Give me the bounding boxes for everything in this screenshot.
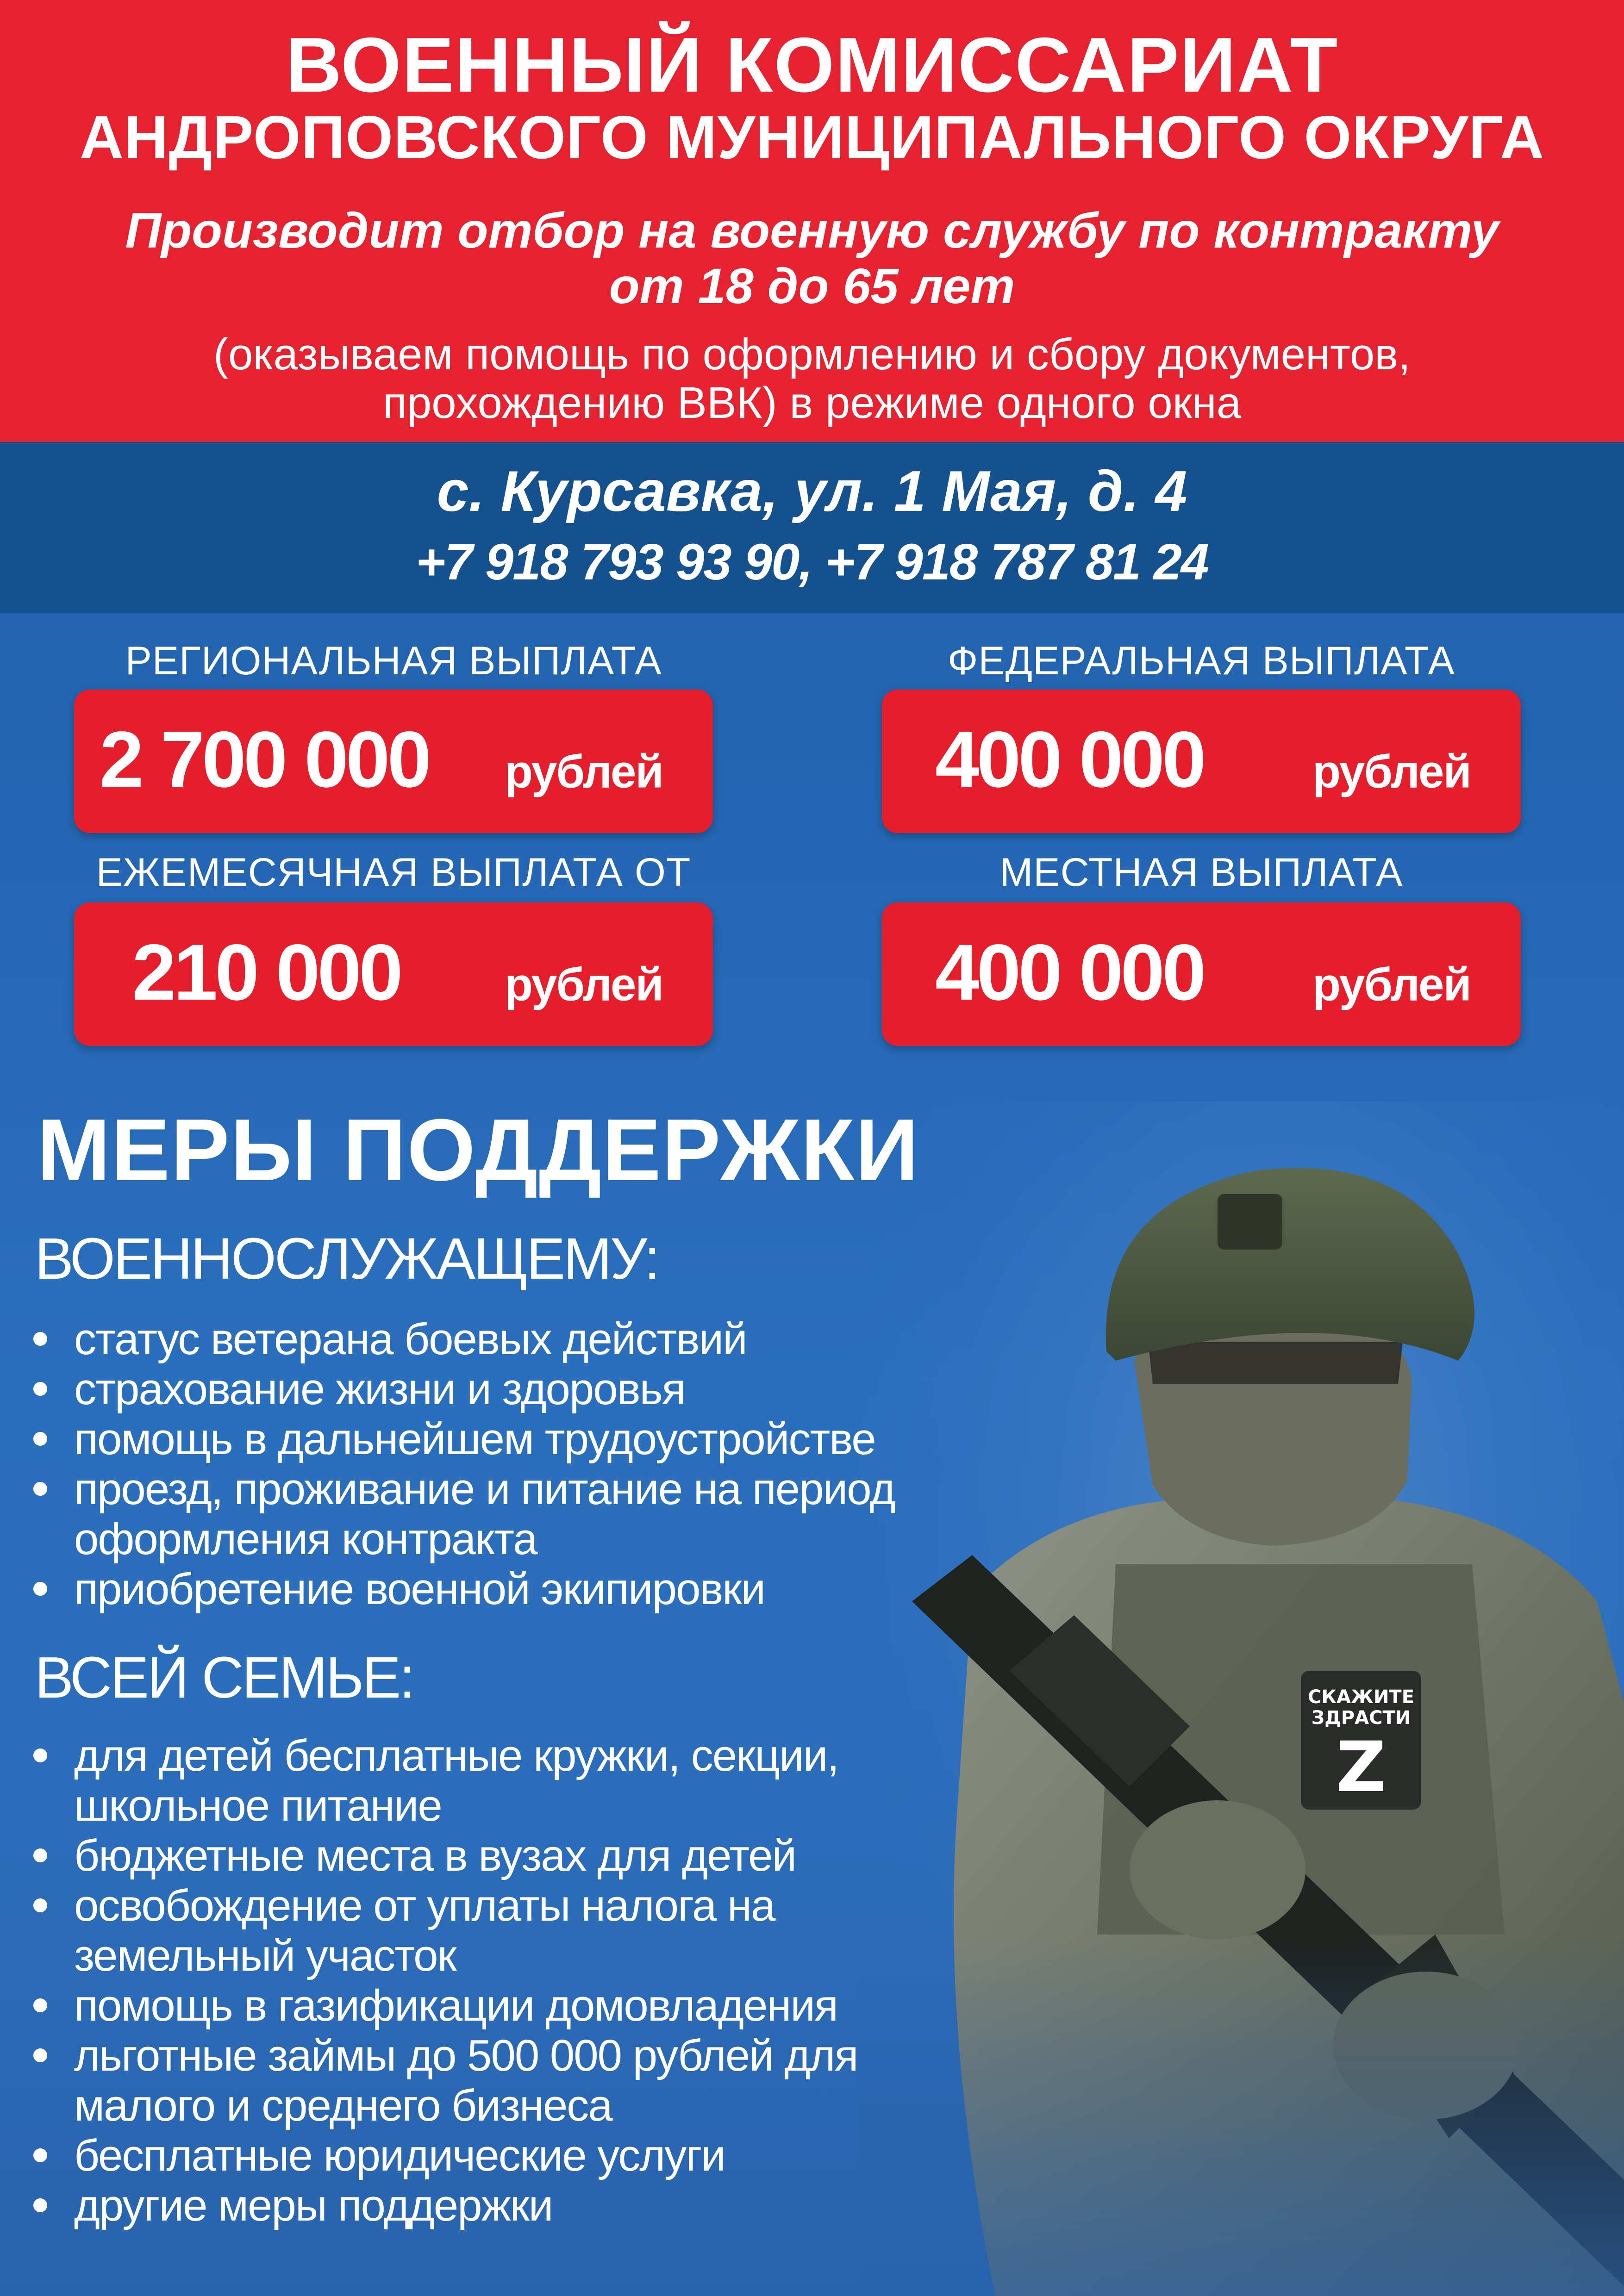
list-item: освобождение от уплаты налога на bbox=[23, 1881, 1018, 1931]
payment-box-regional bbox=[74, 690, 713, 833]
bullet-icon bbox=[33, 1382, 47, 1396]
list-item-continuation: малого и среднего бизнеса bbox=[74, 2081, 612, 2130]
payment-amount-monthly: 210 000 bbox=[132, 928, 400, 1017]
payment-label-local: МЕСТНАЯ ВЫПЛАТА bbox=[999, 850, 1403, 895]
list-item: приобретение военной экипировки bbox=[23, 1564, 1018, 1614]
bullet-icon bbox=[33, 1848, 47, 1862]
list-item: бесплатные юридические услуги bbox=[23, 2131, 1018, 2181]
payment-amount-regional: 2 700 000 bbox=[100, 715, 429, 804]
list-item: статус ветерана боевых действий bbox=[23, 1314, 1018, 1364]
header-banner bbox=[0, 0, 1624, 442]
subtitle-line1: Производит отбор на военную службу по контракту bbox=[125, 202, 1499, 258]
address: с. Курсавка, ул. 1 Мая, д. 4 bbox=[437, 460, 1187, 523]
list-item: льготные займы до 500 000 рублей для bbox=[23, 2031, 1018, 2081]
bullet-icon bbox=[33, 1582, 47, 1596]
note-line2: прохождению ВВК) в режиме одного окна bbox=[382, 378, 1242, 428]
serviceman-list bbox=[23, 1314, 1018, 1614]
phone-numbers: +7 918 793 93 90, +7 918 787 81 24 bbox=[416, 534, 1208, 591]
bullet-icon bbox=[33, 2198, 47, 2212]
list-item: помощь в дальнейшем трудоустройстве bbox=[23, 1414, 1018, 1464]
payment-box-monthly bbox=[74, 902, 713, 1046]
list-item-continuation: оформления контракта bbox=[74, 1514, 537, 1564]
payment-unit-federal: рублей bbox=[1312, 746, 1471, 798]
list-item: другие меры поддержки bbox=[23, 2181, 1018, 2231]
list-item: проезд, проживание и питание на период bbox=[23, 1464, 1018, 1514]
payment-label-regional: РЕГИОНАЛЬНАЯ ВЫПЛАТА bbox=[125, 639, 662, 683]
payment-label-federal: ФЕДЕРАЛЬНАЯ ВЫПЛАТА bbox=[948, 639, 1455, 683]
bullet-icon bbox=[33, 1998, 47, 2012]
title-line1: ВОЕННЫЙ КОМИССАРИАТ bbox=[285, 21, 1339, 108]
title-line2: АНДРОПОВСКОГО МУНИЦИПАЛЬНОГО ОКРУГА bbox=[79, 103, 1545, 171]
family-heading: ВСЕЙ СЕМЬЕ: bbox=[35, 1645, 414, 1710]
serviceman-heading: ВОЕННОСЛУЖАЩЕМУ: bbox=[35, 1226, 659, 1291]
note-line1: (оказываем помощь по оформлению и сбору документов, bbox=[213, 330, 1411, 379]
bullet-icon bbox=[33, 1332, 47, 1346]
bullet-icon bbox=[33, 1898, 47, 1912]
bullet-icon bbox=[33, 1748, 47, 1762]
payment-amount-federal: 400 000 bbox=[935, 715, 1204, 804]
list-item: страхование жизни и здоровья bbox=[23, 1364, 1018, 1414]
subtitle-line2: от 18 до 65 лет bbox=[609, 258, 1015, 314]
payment-unit-regional: рублей bbox=[505, 746, 663, 798]
contacts-band bbox=[0, 442, 1624, 613]
bullet-icon bbox=[33, 2048, 47, 2062]
payment-box-federal bbox=[882, 690, 1521, 833]
bullet-icon bbox=[33, 2148, 47, 2162]
bullet-icon bbox=[33, 1482, 47, 1496]
list-item: для детей бесплатные кружки, секции, bbox=[23, 1731, 1018, 1781]
payment-label-monthly: ЕЖЕМЕСЯЧНАЯ ВЫПЛАТА ОТ bbox=[96, 850, 691, 895]
support-title: МЕРЫ ПОДДЕРЖКИ bbox=[37, 1101, 920, 1199]
list-item: бюджетные места в вузах для детей bbox=[23, 1831, 1018, 1881]
payment-amount-local: 400 000 bbox=[935, 928, 1204, 1017]
list-item: помощь в газификации домовладения bbox=[23, 1981, 1018, 2031]
list-item-continuation: школьное питание bbox=[74, 1781, 442, 1830]
family-list bbox=[23, 1731, 1018, 2231]
payment-box-local bbox=[882, 902, 1521, 1046]
payment-unit-local: рублей bbox=[1312, 958, 1471, 1011]
payment-unit-monthly: рублей bbox=[505, 958, 663, 1011]
bullet-icon bbox=[33, 1432, 47, 1446]
list-item-continuation: земельный участок bbox=[74, 1931, 456, 1980]
